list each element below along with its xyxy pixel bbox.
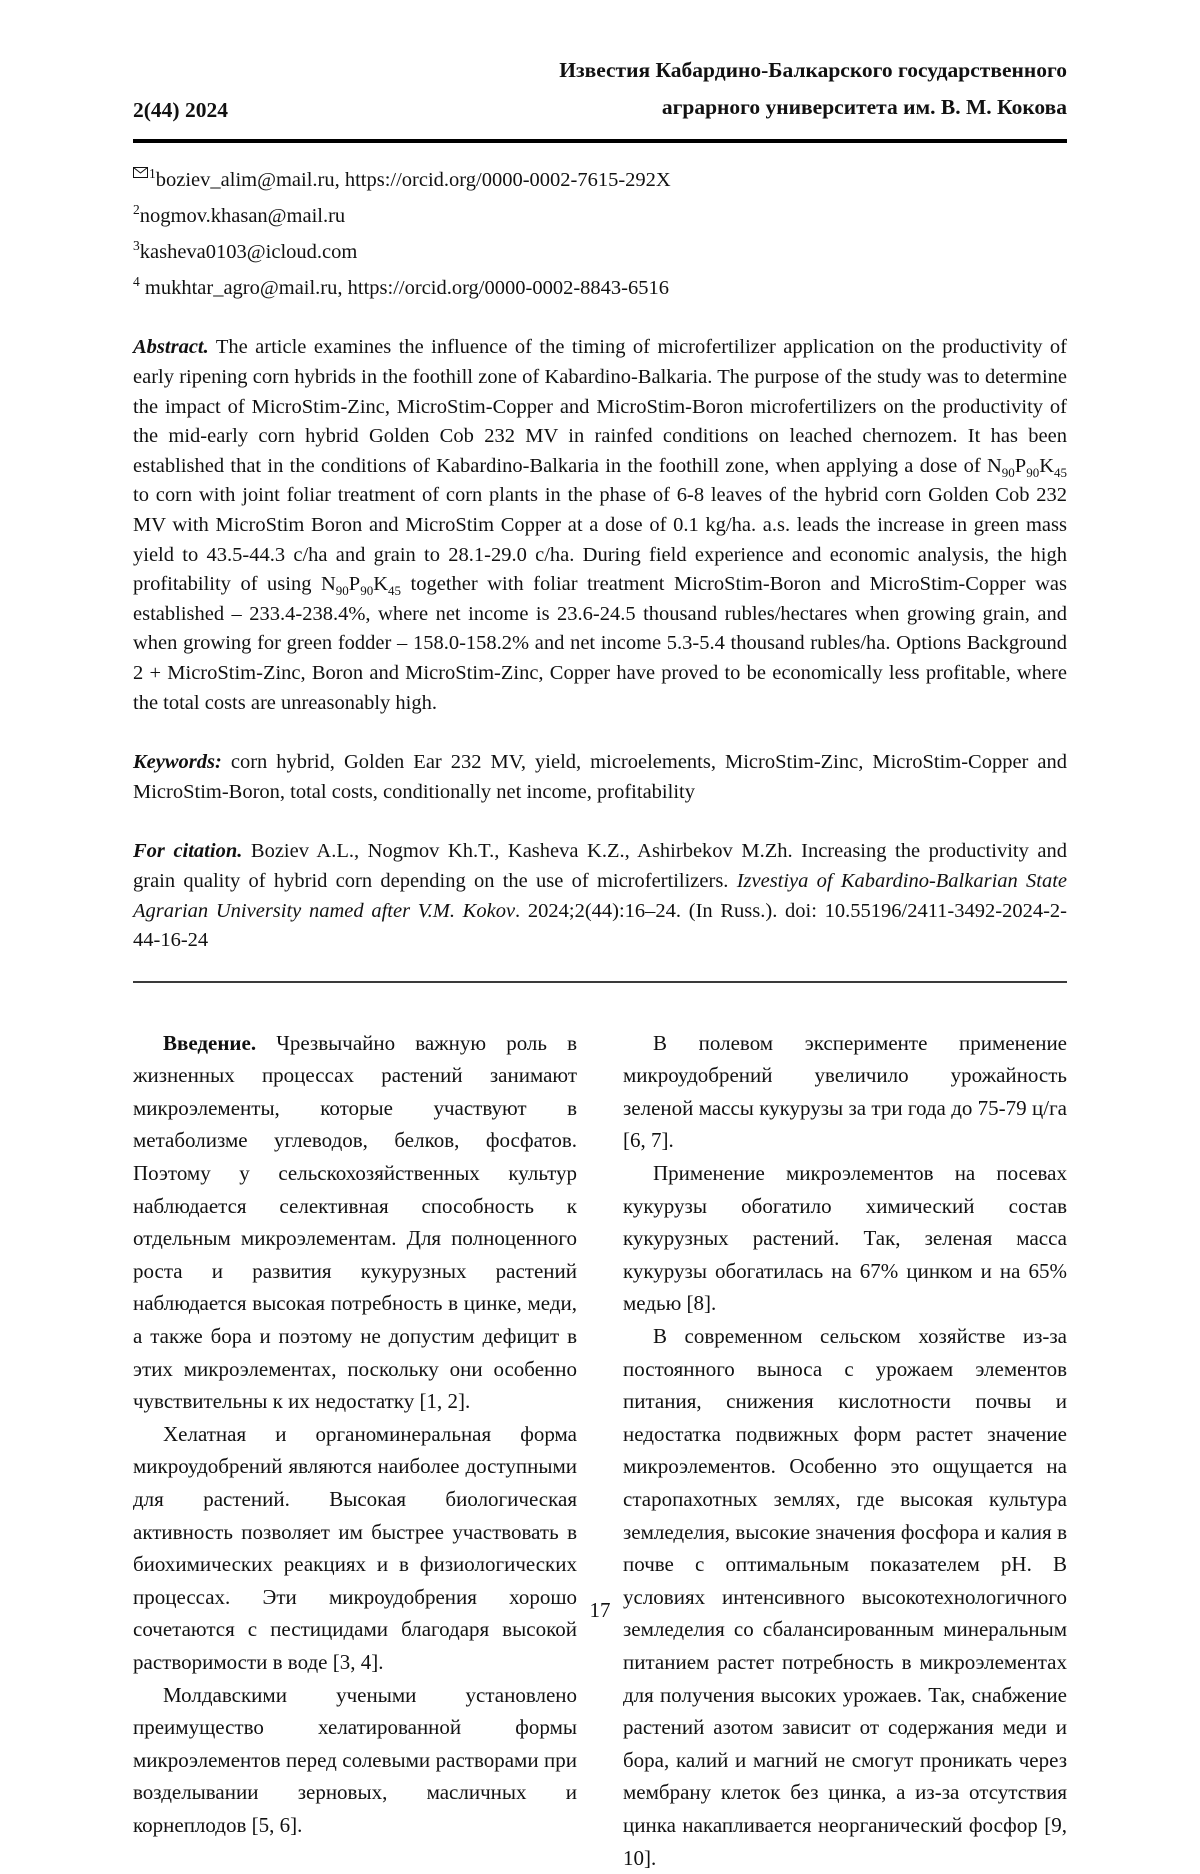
contact-superscript: 1 [149,166,156,182]
issue-number: 2(44) 2024 [133,97,228,122]
contact-email-orcid: boziev_alim@mail.ru, https://orcid.org/0000-0002-7615-292X [155,168,671,191]
contact-email-orcid: mukhtar_agro@mail.ru, https://orcid.org/0000-0002-8843-6516 [139,276,669,299]
keywords-paragraph: Keywords: corn hybrid, Golden Ear 232 MV, yield, microelements, MicroStim-Zinc, MicroStim-Copper and MicroStim-Boron, total costs, conditionally net income, profitability [133,751,1067,803]
contact-line [133,267,1067,303]
journal-title [559,52,1067,126]
page-number: 17 [589,1598,611,1622]
contact-line [133,158,1067,195]
contact-line [133,231,1067,267]
email-envelope-icon [133,158,148,187]
page-header [133,52,1067,126]
citation-paragraph: For citation. Boziev A.L., Nogmov Kh.T., Kasheva K.Z., Ashirbekov M.Zh. Increasing the productivity and grain quality of hybrid corn depending on the use of microfertilizers. Izvestiya of Kabardino-Balkarian State Agrarian University named after V.M. Kokov. 2024;2(44):16–24. (In Russ.). doi: 10.55196/2411-3492-2024-2-44-16-24 [133,840,1068,952]
body-columns [133,1027,1067,1874]
header-divider [133,139,1067,143]
contact-line [133,195,1067,231]
section-divider [133,981,1067,983]
right-column [623,1027,1067,1874]
body-paragraph: Хелатная и органоминеральная форма микроудобрений являются наиболее доступными для растений. Высокая биологическая активность позволяет им быстрее участвовать в биохимических реакциях и в физиологических процессах. Эти микроудобрения хорошо сочетаются с пестицидами благодаря высокой растворимости в воде [3, 4]. [133,1421,577,1674]
contact-email: kasheva0103@icloud.com [139,240,358,263]
contact-email: nogmov.khasan@mail.ru [139,204,346,227]
journal-title-line2: аграрного университета им. В. М. Кокова [661,94,1067,119]
body-paragraph: В полевом эксперименте применение микроудобрений увеличило урожайность зеленой массы кукурузы за три года до 75-79 ц/га [6, 7]. [623,1030,1067,1153]
body-paragraph: Применение микроэлементов на посевах кукурузы обогатило химический состав кукурузных растений. Так, зеленая масса кукурузы обогатилась на 67% цинком и на 65% медью [8]. [623,1161,1067,1316]
left-column [133,1027,577,1874]
author-contacts [133,158,1067,302]
contact-superscript: 2 [133,201,140,217]
body-paragraph: Введение. Чрезвычайно важную роль в жизненных процессах растений занимают микроэлементы, которые участвуют в метаболизме углеводов, белков, фосфатов. Поэтому у сельскохозяйственных культур наблюдается селективная способность к отдельным микроэлементам. Для полноценного роста и развития кукурузных растений наблюдается высокая потребность в цинке, меди, а также бора и поэтому не допустим дефицит в этих микроэлементах, поскольку они особенно чувствительны к их недостатку [1, 2]. [133,1030,577,1414]
journal-title-line1: Известия Кабардино-Балкарского государственного [559,58,1067,82]
body-paragraph: В современном сельском хозяйстве из-за постоянного выноса с урожаем элементов питания, снижения кислотности почвы и недостатка подвижных форм растет значение микроэлементов. Особенно это ощущается на старопахотных землях, где высокая культура земледелия, высокие значения фосфора и калия в почве с оптимальным показателем pH. В условиях интенсивного высокотехнологичного земледелия со сбалансированным минеральным питанием растет потребность в микроэлементах для получения высоких урожаев. Так, снабжение растений азотом зависит от содержания меди и бора, калий и магний не смогут проникать через мембрану клеток без цинка, а из-за отсутствия цинка накапливается неорганический фосфор [9, 10]. [623,1324,1067,1870]
contact-superscript: 3 [133,237,140,253]
body-paragraph: Молдавскими учеными установлено преимущество хелатированной формы микроэлементов перед солевыми растворами при возделывании зерновых, масличных и корнеплодов [5, 6]. [133,1682,577,1837]
contact-superscript: 4 [133,273,140,289]
abstract-paragraph: Abstract. The article examines the influence of the timing of microfertilizer application on the productivity of early ripening corn hybrids in the foothill zone of Kabardino-Balkaria. The purpose of the study was to determine the impact of MicroStim-Zinc, MicroStim-Copper and MicroStim-Boron microfertilizers on the productivity of the mid-early corn hybrid Golden Cob 232 MV in rainfed conditions on leached chernozem. It has been established that in the conditions of Kabardino-Balkaria in the foothill zone, when applying a dose of $N_{90}P_{90}K_{45}$ to corn with joint foliar treatment of corn plants in the phase of 6-8 leaves of the hybrid corn Golden Cob 232 MV with MicroStim Boron and MicroStim Copper at a dose of 0.1 kg/ha. a.s. leads the increase in green mass yield to 43.5-44.3 c/ha and grain to 28.1-29.0 c/ha. During field experience and economic analysis, the high profitability of using $N_{90}P_{90}K_{45}$ together with foliar treatment MicroStim-Boron and MicroStim-Copper was established – 233.4-238.4%, where net income is 23.6-24.5 thousand rubles/hectares when growing grain, and when growing for green fodder – 158.0-158.2% and net income 5.3-5.4 thousand rubles/ha. Options Background 2 + MicroStim-Zinc, Boron and MicroStim-Zinc, Copper have proved to be economically less profitable, where the total costs are unreasonably high. [133,336,1067,714]
